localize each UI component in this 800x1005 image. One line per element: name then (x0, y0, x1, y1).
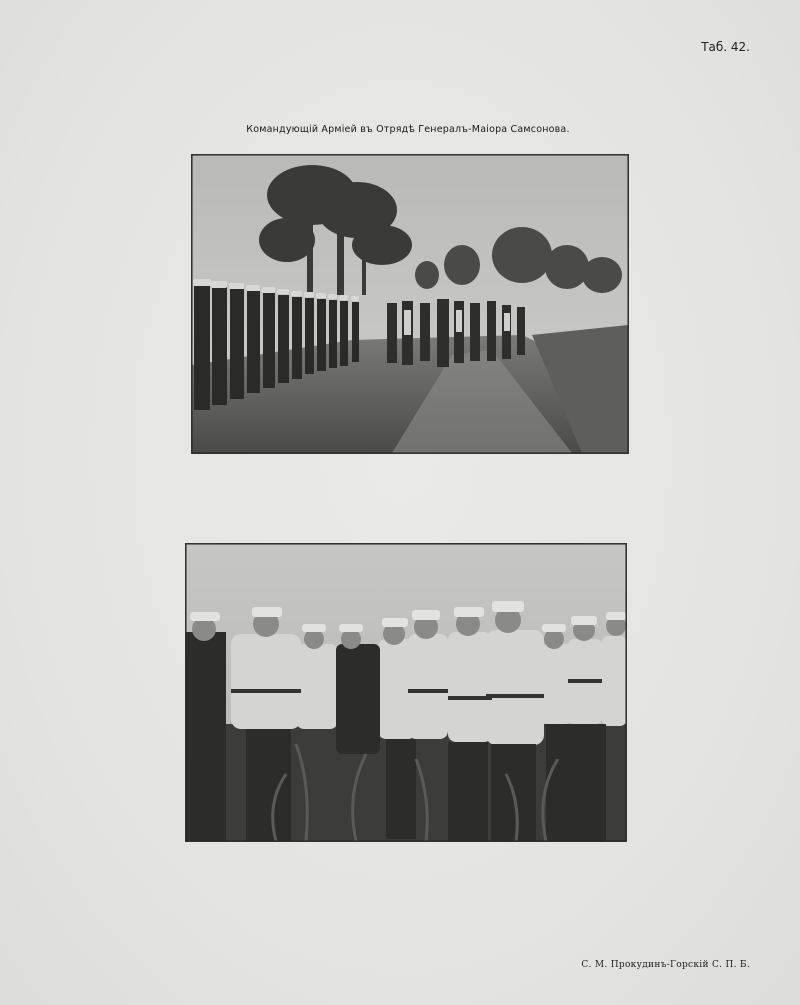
plate-number: Таб. 42. (701, 40, 750, 54)
plate-caption: Командующій Арміей въ Отрядѣ Генералъ-Маіора Самсонова. (246, 124, 570, 135)
photo-soldiers-in-field (185, 543, 627, 842)
photo-troops-on-road (191, 154, 629, 454)
printer-imprint: С. М. Прокудинъ-Горскій С. П. Б. (581, 960, 750, 970)
